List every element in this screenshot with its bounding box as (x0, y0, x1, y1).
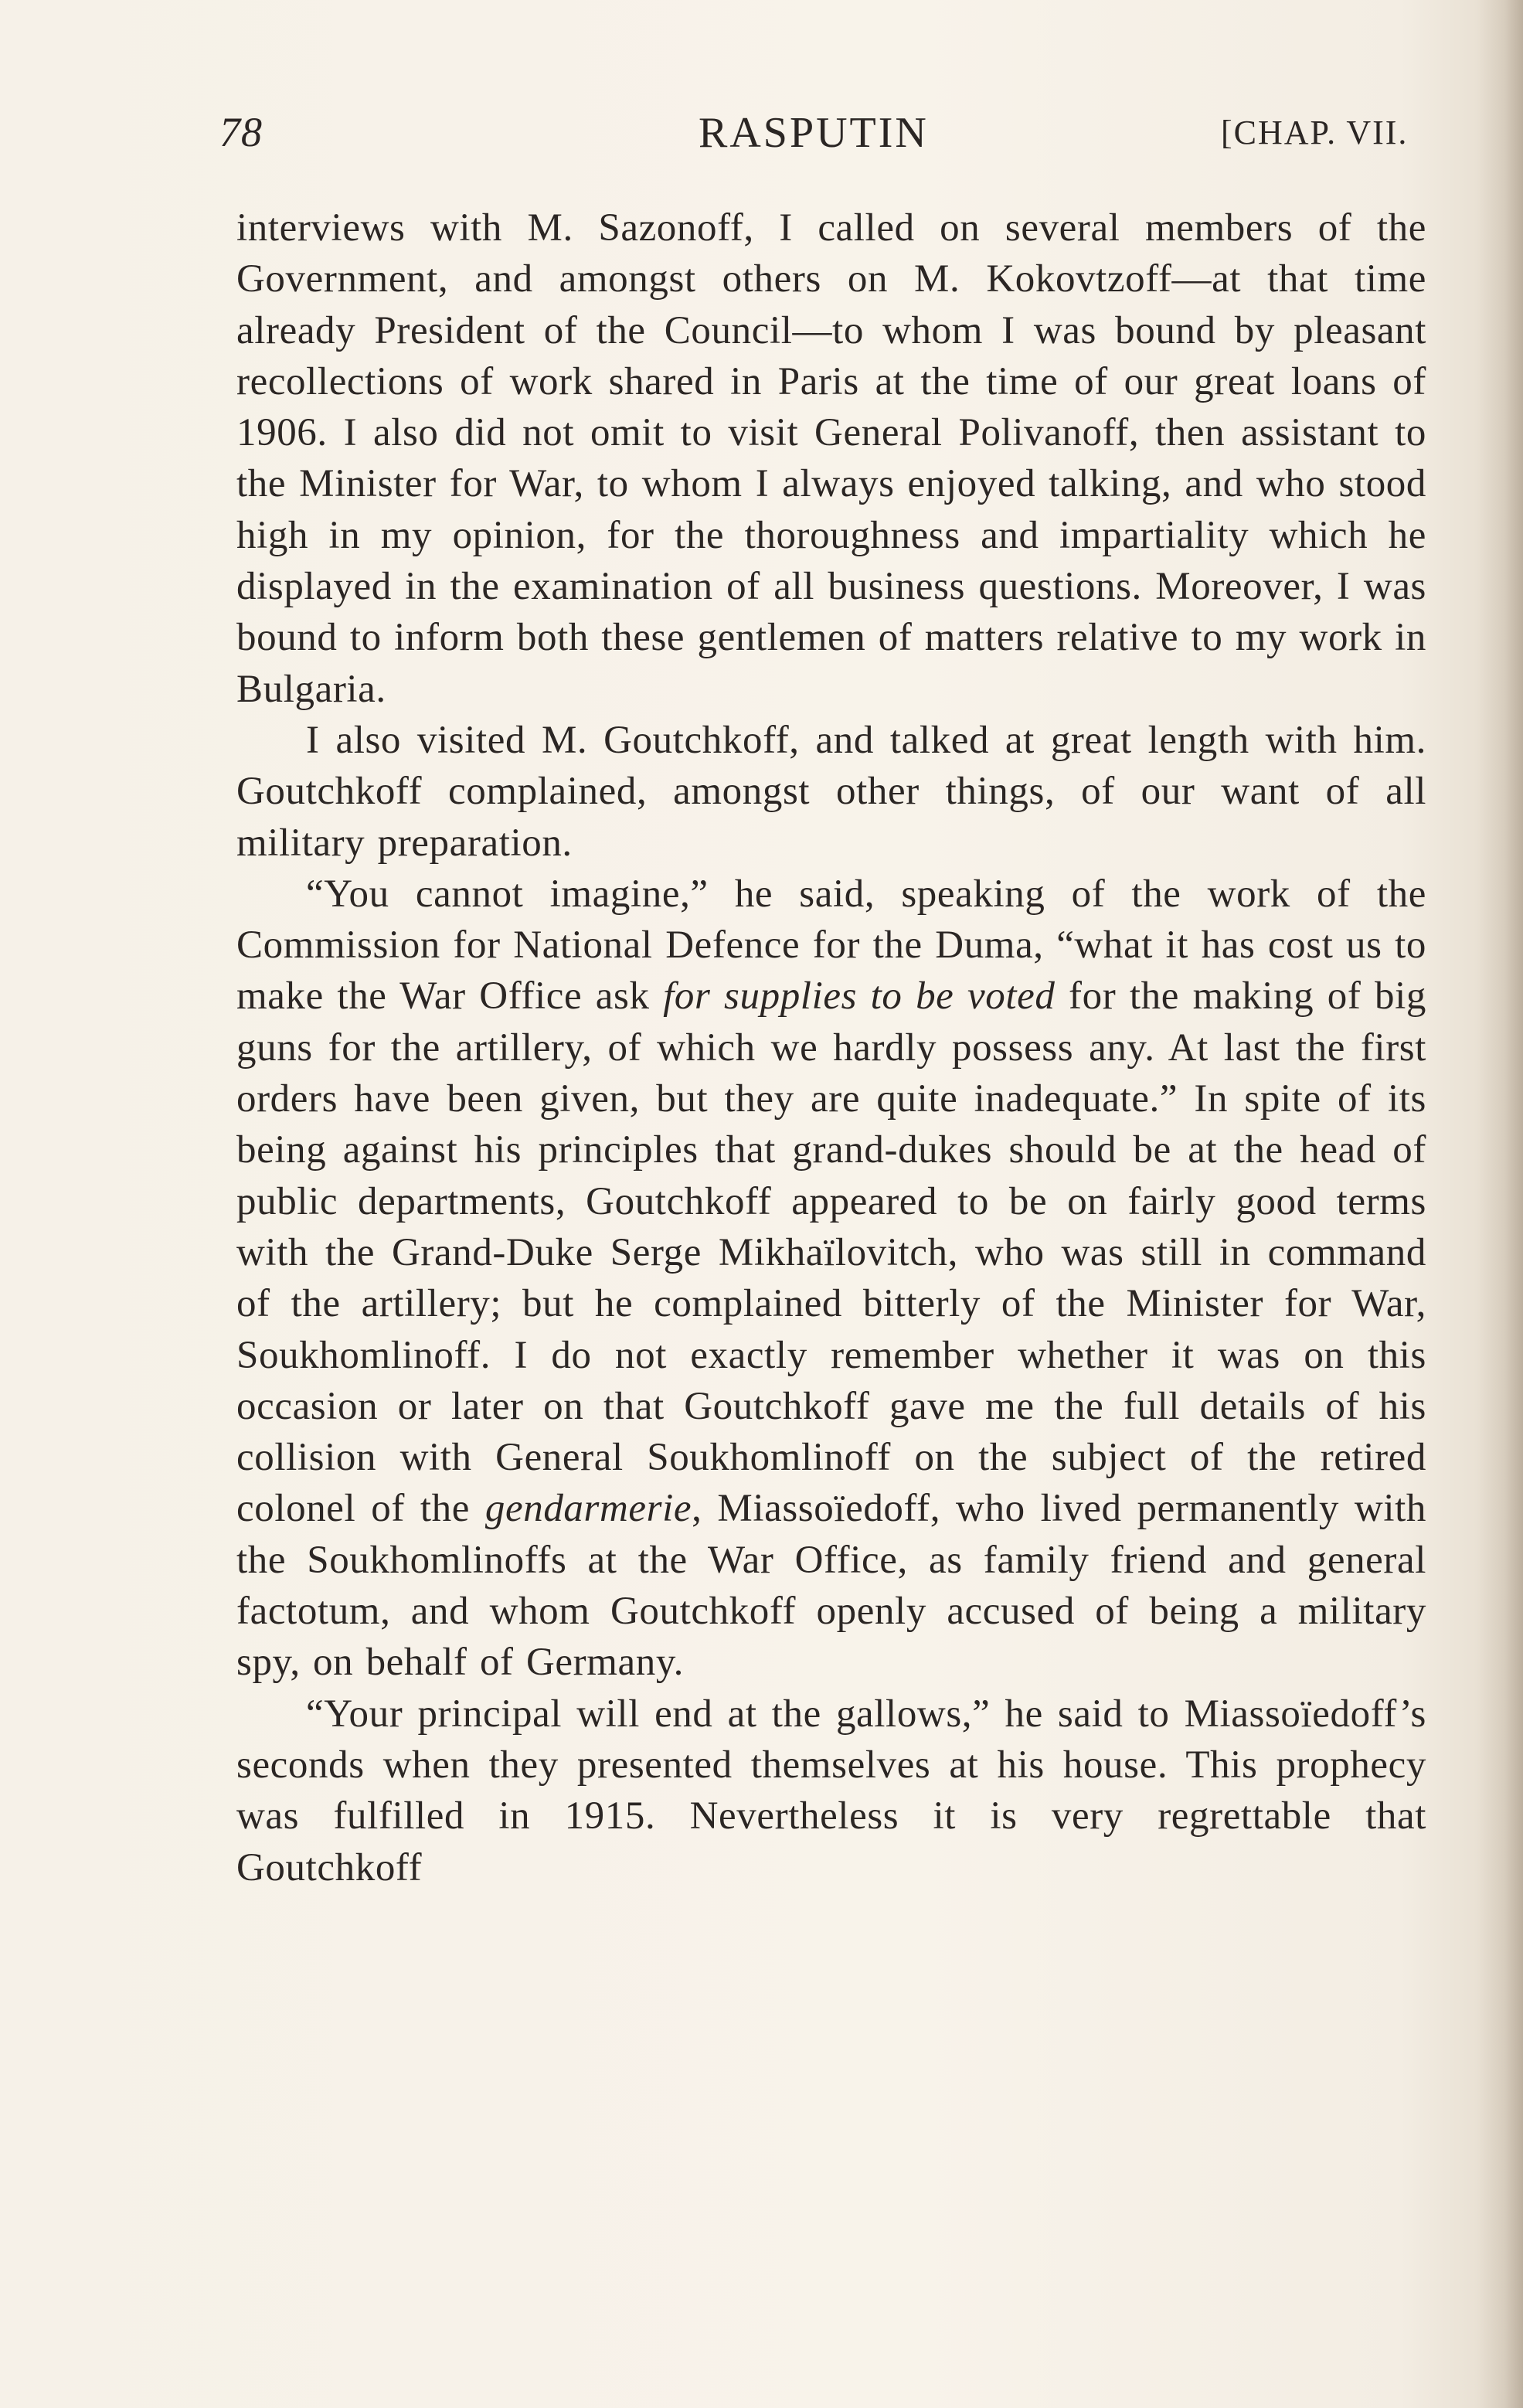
paragraph-1: interviews with M. Sazonoff, I called on several members of the Government, and amongst others on M. Kokovtzoff—at that time already President of the Council—to whom I was bound by pleasant recollections of work shared in Paris at the time of our great loans of 1906. I also did not omit to visit General Polivanoff, then assistant to the Minister for War, to whom I always enjoyed talking, and who stood high in my opinion, for the thoroughness and impartiality which he displayed in the examination of all business questions. Moreover, I was bound to inform both these gentlemen of matters relative to my work in Bulgaria. (236, 206, 1426, 711)
paragraph-3-part-e: , Miassoïedoff, who lived permanently with the Soukhomlinoffs at the War Office, as family friend and general factotum, and whom Goutchkoff openly accused of being a military spy, on behalf of Germany. (236, 1487, 1426, 1685)
paragraph-3 (236, 869, 1426, 1689)
page-number: 78 (219, 109, 263, 155)
paragraph-4: “Your principal will end at the gallows,” he said to Miassoïedoff’s seconds when they presented themselves at his house. This prophecy was fulfilled in 1915. Nevertheless it is very regrettable that Goutchkoff (236, 1692, 1426, 1889)
paragraph-3-italic-phrase: for supplies to be voted (663, 974, 1056, 1019)
paragraph-3-italic-word: gendarmerie (484, 1487, 692, 1531)
chapter-reference: [CHAP. VII. (1221, 114, 1409, 151)
paragraph-3-part-a: “You cannot imagine,” he said, speaking of the work of the Commission for National Defence for the Duma, “what it has cost us to make the War Office ask (236, 872, 1426, 1019)
paragraph-2: I also visited M. Goutchkoff, and talked at great length with him. Goutchkoff complained, amongst other things, of our want of all military preparation. (236, 718, 1426, 865)
running-title: RASPUTIN (699, 109, 929, 157)
paragraph-3-part-c: for the making of big guns for the artillery, of which we hardly possess any. At last the first orders have been given, but they are quite inadequate.” In spite of its being against his principles that grand-dukes should be at the head of public departments, Goutchkoff appeared to be on fairly good terms with the Grand-Duke Serge Mikhaïlovitch, who was still in command of the artillery; but he complained bitterly of the Minister for War, Soukhomlinoff. I do not exactly remember whether it was on this occasion or later on that Goutchkoff gave me the full details of his collision with General Soukhomlinoff on the subject of the retired colonel of the (236, 974, 1426, 1531)
body-text (236, 202, 1426, 1893)
page-edge-shadow (1477, 0, 1523, 2408)
running-header (219, 108, 1433, 170)
